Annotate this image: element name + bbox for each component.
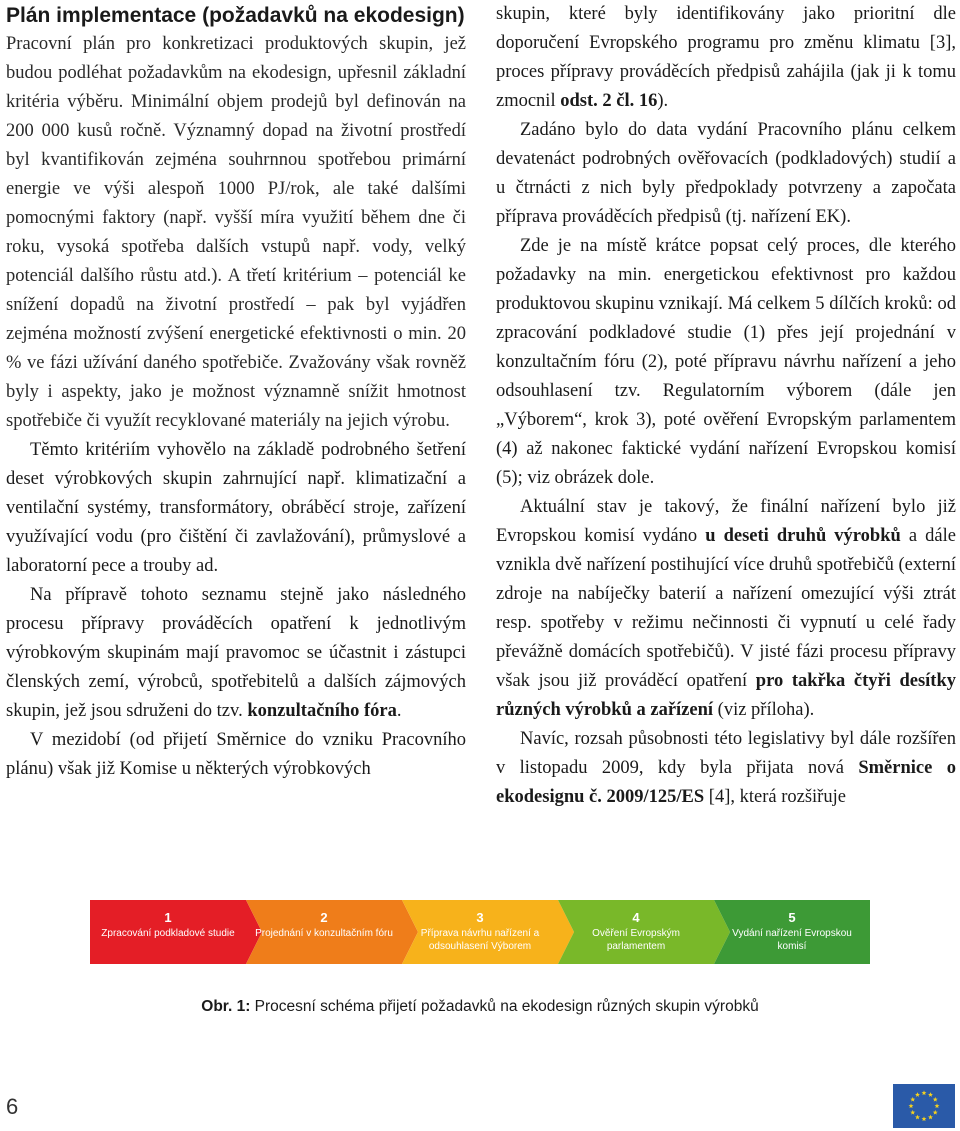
current-state-text-a: Aktuální stav je takový, že finální nařízení bylo již Evropskou komisí vydáno: [496, 497, 956, 546]
figure-caption: [0, 996, 960, 1018]
paragraph-consultation-forum-end: .: [396, 701, 402, 721]
directive-reference: Směrnice o ekodesignu č. 2009/125/ES: [496, 758, 956, 807]
scope-extension-text-a: Navíc, rozsah působnosti této legislativy byl dále rozšířen v listopadu 2009, kdy byla přijata nová: [496, 729, 956, 778]
process-step-1-number: 1: [164, 910, 172, 925]
process-step-4: [558, 900, 714, 964]
process-step-4-content: [558, 909, 714, 953]
process-step-2: [246, 900, 402, 964]
paragraph-product-groups: Těmto kritériím vyhovělo na základě podrobného šetření deset výrobkových skupin zahrnující např. klimatizační a ventilační systémy, transformátory, obráběcí stroje, zařízení využívající vodu (pro čištění či zavlažování), průmyslové a laboratorní pece a trouby ad.: [6, 440, 466, 576]
process-step-5-number: 5: [788, 910, 796, 925]
paragraph-priority-groups: [496, 0, 956, 116]
current-state-text-b: a dále vznikla dvě nařízení postihující více druhů spotřebičů (externí zdroje na nabíječky baterií a nařízení omezující výši ztrát resp. spotřeby v režimu nečinnosti či vypnutí u celé řady převážně domácích spotřebičů). V jisté fázi procesu přípravy však jsou již prováděcí opatření: [496, 526, 956, 691]
left-column: [6, 0, 466, 784]
process-step-4-number: 4: [632, 910, 640, 925]
article-reference: odst. 2 čl. 16: [560, 91, 658, 111]
process-step-2-label: Projednání v konzultačním fóru: [255, 928, 393, 939]
paragraph-studies: Zadáno bylo do data vydání Pracovního plánu celkem devatenáct podrobných ověřovacích (podkladových) studií a u čtrnácti z nich byly předpoklady potvrzeny a započata příprava prováděcích předpisů (tj. nařízení EK).: [496, 120, 956, 227]
process-step-3-label: Příprava návrhu nařízení a odsouhlasení Výborem: [420, 928, 540, 952]
process-step-5-content: [714, 909, 870, 953]
paragraph-scope-extension: [496, 725, 956, 812]
scope-extension-text-b: [4], která rozšiřuje: [704, 787, 846, 807]
right-column: [496, 0, 956, 812]
process-step-1-label: Zpracování podkladové studie: [101, 928, 235, 939]
paragraph-work-plan-criteria: Významný dopad na životní prostředí byl kvantifikován zejména souhrnnou spotřebou primární energie ve výši alespoň 1000 PJ/rok, ale také dalšími pomocnými faktory (např. vyšší míra využití během dne či roku, vysoká spotřeba dalších vstupů např. vody, velký potenciál dalšího růstu atd.). A třetí kritérium – potenciál ke snížení dopadů na životní prostředí – pak byl vyjádřen zejména možností zvýšení energetické efektivnosti o min. 20 % ve fázi užívání daného spotřebiče. Zvažovány však rovněž byly i aspekty, jako je možnost významně snížit hmotnost spotřebiče či využít recyklované materiály na jejich výrobu.: [6, 121, 466, 431]
paragraph-priority-groups-text: skupin, které byly identifikovány jako prioritní dle doporučení Evropského programu pro změnu klimatu [3], proces přípravy prováděcích předpisů zahájila (jak ji k tomu zmocnil: [496, 4, 956, 111]
paragraph-consultation-forum: [6, 581, 466, 726]
process-diagram: [90, 900, 870, 964]
process-step-5: [714, 900, 870, 964]
paragraph-process: Zde je na místě krátce popsat celý proces, dle kterého požadavky na min. energetickou efektivnost pro každou produktovou skupinu vznikají. Má celkem 5 dílčích kroků: od zpracování podkladové studie (1) přes její projednání v konzultačním fóru (2), poté přípravu návrhu nařízení a jeho odsouhlasení tzv. Regulatorním výborem (dále jen „Výborem“, krok 3), poté ověření Evropským parlamentem (4) až nakonec faktické vydání nařízení Evropskou komisí (5); viz obrázek dole.: [496, 236, 956, 488]
eu-flag-logo: [893, 1084, 955, 1128]
paragraph-current-state: [496, 493, 956, 725]
current-state-text-c: (viz příloha).: [713, 700, 815, 720]
process-step-3-number: 3: [476, 910, 484, 925]
figure-caption-text: Procesní schéma přijetí požadavků na ekodesign různých skupin výrobků: [250, 998, 759, 1015]
process-step-3: [402, 900, 558, 964]
figure-caption-label: Obr. 1:: [201, 998, 251, 1015]
paragraph-interim: V mezidobí (od přijetí Směrnice do vzniku Pracovního plánu) však již Komise u některých výrobkových: [6, 730, 466, 779]
paragraph-consultation-forum-text: Na přípravě tohoto seznamu stejně jako následného procesu přípravy prováděcích opatření k jednotlivým výrobkovým skupinám mají pravomoc se účastnit i zástupci členských zemí, výrobců, spotřebitelů a dalších zájmových skupin, jež jsou sdruženi do tzv.: [6, 585, 466, 721]
paragraph-work-plan: [6, 30, 466, 436]
process-step-1-content: [90, 909, 246, 940]
process-step-2-number: 2: [320, 910, 328, 925]
process-step-3-content: [402, 909, 558, 953]
current-state-bold-b: pro takřka čtyři desítky různých výrobků a zařízení: [496, 671, 956, 720]
consultation-forum-term: konzultačního fóra: [247, 701, 397, 721]
process-step-2-content: [246, 909, 402, 940]
paragraph-work-plan-intro: Pracovní plán pro konkretizaci produktových skupin, jež budou podléhat požadavkům na ekodesign, upřesnil základní kritéria výběru. Minimální objem prodejů byl definován na 200 000 kusů ročně.: [6, 34, 466, 141]
process-step-5-label: Vydání nařízení Evropskou komisí: [732, 928, 852, 952]
page-number: 6: [6, 1094, 19, 1119]
paragraph-priority-groups-end: ).: [657, 91, 669, 111]
current-state-bold-a: u deseti druhů výrobků: [705, 526, 901, 546]
process-step-1: [90, 900, 246, 964]
section-title: Plán implementace (požadavků na ekodesign): [6, 4, 465, 27]
process-step-4-label: Ověření Evropským parlamentem: [592, 928, 680, 952]
